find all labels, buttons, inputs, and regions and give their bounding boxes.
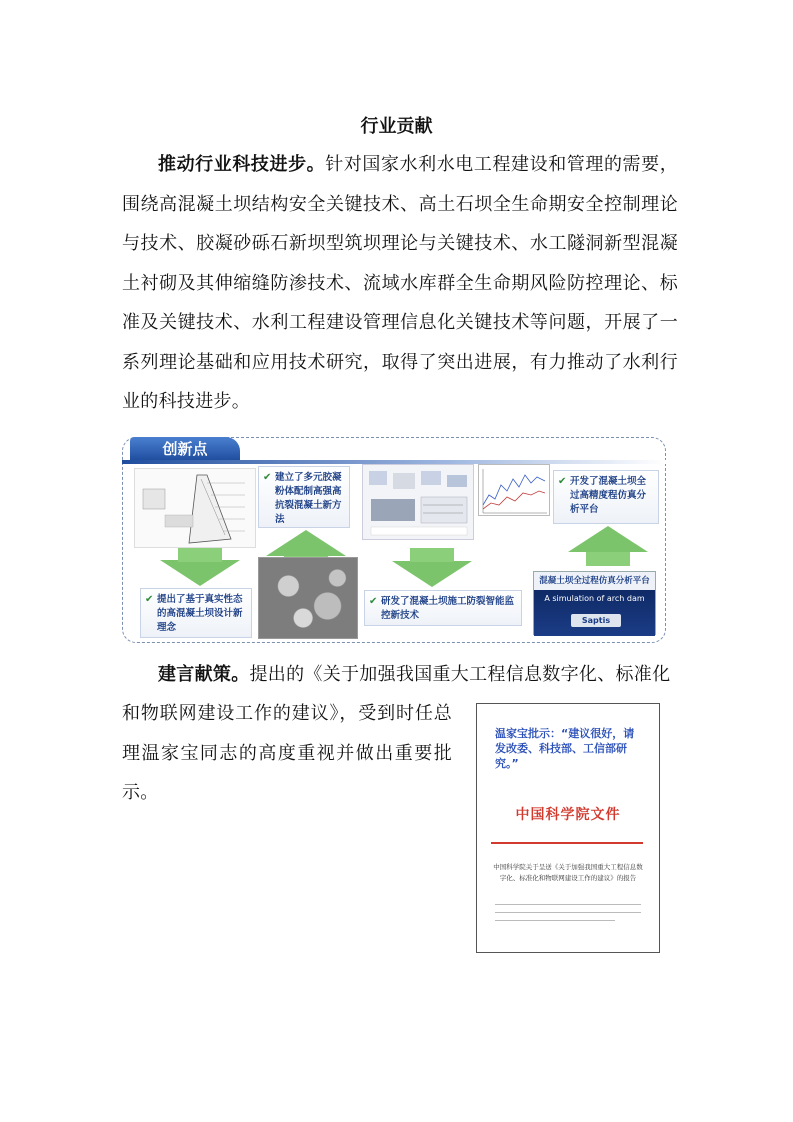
simulation-chart-figure: [478, 464, 550, 516]
innovation-item-design: [140, 588, 252, 638]
report-title: 中国科学院关于呈送《关于加强我国重大工程信息数字化、标准化和物联网建设工作的建议》的报告: [493, 863, 643, 882]
cas-document-image: [476, 703, 660, 953]
paragraph-body: 针对国家水利水电工程建设和管理的需要，围绕高混凝土坝结构安全关键技术、高土石坝全生命期安全控制理论与技术、胶凝砂砾石新坝型筑坝理论与关键技术、水工隧洞新型混凝土衬砌及其伸缩缝防渗技术、流域水库群全生命期风险防控理论、标准及关键技术、水利工程建设管理信息化关键技术等问题，开展了一系列理论基础和应用技术研究，取得了突出进展，有力推动了水利行业的科技进步。: [122, 154, 678, 412]
microstructure-image: [258, 557, 358, 639]
arrow-down-icon: [160, 560, 240, 586]
paragraph-advice-line1: [122, 655, 678, 695]
red-rule-divider: [491, 842, 643, 844]
dam-section-figure: [134, 468, 256, 548]
innovation-item-simulation: [553, 470, 659, 524]
innovation-item-text: 研发了混凝土坝施工防裂智能监控新技术: [381, 596, 515, 621]
paragraph-body: 提出的《关于加强我国重大工程信息数字化、标准化: [249, 664, 671, 685]
innovation-item-text: 提出了基于真实性态的高混凝土坝设计新理念: [157, 594, 243, 633]
arrow-shaft: [178, 548, 222, 562]
simulation-platform-button: Saptis: [571, 614, 621, 627]
innovation-item-monitoring: [364, 590, 522, 626]
monitoring-system-figure: [362, 464, 474, 540]
arrow-shaft: [586, 552, 630, 566]
simulation-platform-title: 混凝土坝全过程仿真分析平台: [534, 572, 655, 590]
innovation-item-concrete: [258, 466, 350, 528]
arrow-down-icon: [392, 561, 472, 587]
simulation-platform-screen: [533, 571, 656, 635]
innovation-item-text: 开发了混凝土坝全过高精度程仿真分析平台: [570, 476, 647, 515]
check-icon: ✔: [558, 476, 567, 487]
paragraph-tech-progress: [122, 145, 678, 422]
paragraph-lead: 推动行业科技进步。: [158, 154, 326, 175]
page-heading: 行业贡献: [360, 116, 433, 137]
paragraph-advice-rest: 和物联网建设工作的建议》，受到时任总理温家宝同志的高度重视并做出重要批示。: [122, 703, 452, 803]
innovation-item-text: 建立了多元胶凝粉体配制高强高抗裂混凝土新方法: [275, 472, 342, 525]
text-line: [495, 904, 641, 905]
handwritten-instruction: 温家宝批示：“建议很好，请发改委、科技部、工信部研究。”: [495, 727, 635, 770]
check-icon: ✔: [145, 594, 154, 605]
arrow-up-icon: [568, 526, 648, 552]
check-icon: ✔: [369, 596, 378, 607]
check-icon: ✔: [263, 472, 272, 483]
text-line: [495, 920, 615, 921]
innovation-tag: 创新点: [130, 437, 240, 461]
arrow-shaft: [410, 548, 454, 562]
paragraph-lead: 建言献策。: [158, 664, 250, 685]
document-org-title: 中国科学院文件: [515, 807, 621, 823]
simulation-platform-subtitle: A simulation of arch dam: [544, 594, 645, 603]
arrow-up-icon: [266, 530, 346, 556]
text-line: [495, 912, 641, 913]
